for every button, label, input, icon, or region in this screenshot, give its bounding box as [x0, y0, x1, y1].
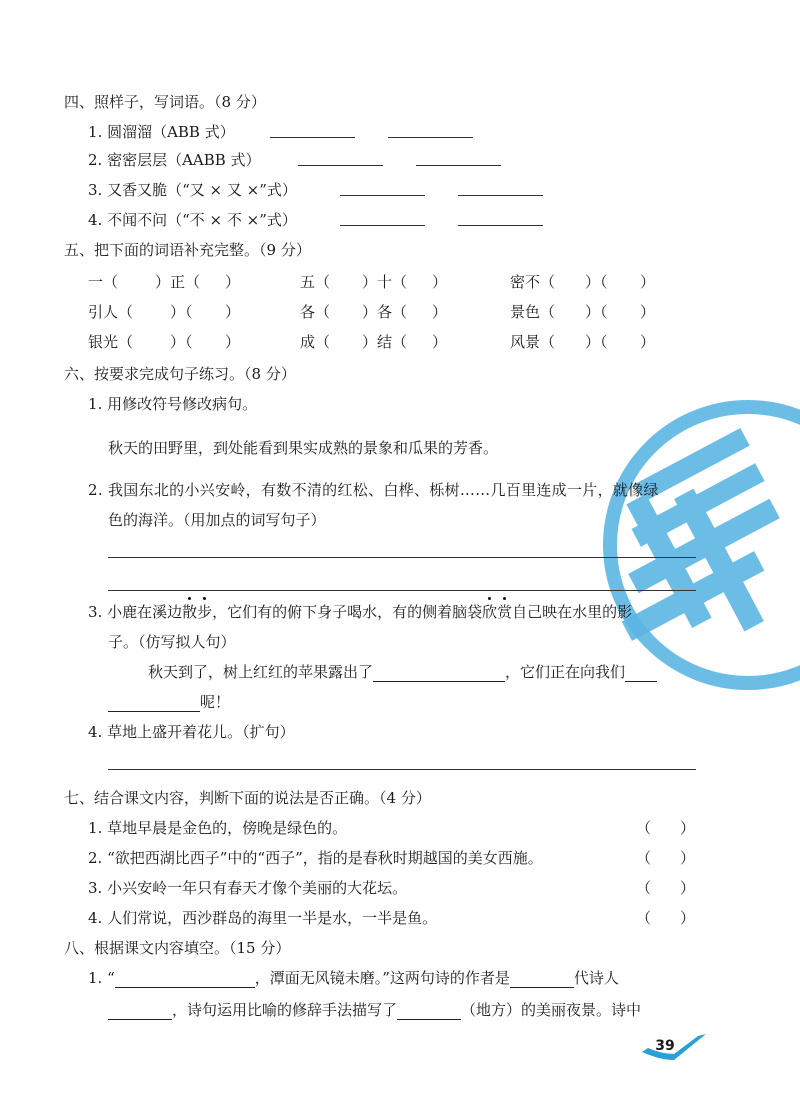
section6-q4-prompt: 4. 草地上盛开着花儿。（扩句） — [88, 723, 295, 741]
idiom-3-1-b[interactable]: ）（ — [170, 333, 193, 351]
section4-item-4: 4. 不闻不问（“不 × 不 ×”式） — [88, 211, 297, 229]
section7-title: 七、结合课文内容，判断下面的说法是否正确。（4 分） — [64, 789, 431, 807]
idiom-2-1-b[interactable]: ）（ — [170, 303, 193, 321]
section4-blank-4a[interactable] — [340, 225, 425, 226]
section4-blank-4b[interactable] — [458, 225, 543, 226]
q8-text-e: （地方）的美丽夜景。诗中 — [461, 1001, 642, 1019]
section6-q3-example — [148, 662, 657, 682]
section8-title: 八、根据课文内容填空。（15 分） — [64, 939, 291, 957]
idiom-1-3-c[interactable]: ） — [640, 273, 656, 291]
section4-blank-1a[interactable] — [270, 137, 355, 138]
section7-item-2: 2. “欲把西湖比西子”中的“西子”，指的是春秋时期越国的美女西施。 — [88, 849, 543, 867]
section4-blank-3a[interactable] — [340, 195, 425, 196]
section6-q3-example-line2 — [108, 692, 230, 712]
judge-paren-4-close[interactable]: ） — [680, 909, 696, 927]
section7-item-3: 3. 小兴安岭一年只有春天才像个美丽的大花坛。 — [88, 879, 408, 897]
judge-paren-4-open[interactable]: （ — [636, 909, 652, 927]
q3-text-b: ，它们有的俯下身子喝水，有的侧着脑袋 — [212, 603, 483, 621]
q3-example-blank-2b[interactable] — [108, 695, 200, 712]
q3-example-text-a: 秋天到了，树上红红的苹果露出了 — [148, 663, 374, 681]
idiom-1-3-b[interactable]: ）（ — [585, 273, 608, 291]
section5-title: 五、把下面的词语补充完整。（9 分） — [64, 241, 311, 259]
idiom-1-3-a: 密不（ — [510, 273, 556, 291]
idiom-1-2-b[interactable]: ）十（ — [362, 273, 408, 291]
q3-dot-char-4: 赏 — [497, 603, 513, 621]
section8-q1-line1 — [88, 968, 619, 988]
section4-blank-3b[interactable] — [458, 195, 543, 196]
q3-example-text-b: ，它们正在向我们 — [505, 663, 626, 681]
section4-item-2: 2. 密密层层（AABB 式） — [88, 151, 261, 169]
idiom-3-2-b[interactable]: ）结（ — [362, 333, 408, 351]
page-number: 39 — [655, 1038, 675, 1054]
idiom-2-2-a: 各（ — [300, 303, 331, 321]
idiom-2-3-a: 景色（ — [510, 303, 556, 321]
q3-example-blank-1[interactable] — [373, 665, 505, 682]
section6-title: 六、按要求完成句子练习。（8 分） — [64, 365, 296, 383]
idiom-1-2-a: 五（ — [300, 273, 331, 291]
idiom-3-2-a: 成（ — [300, 333, 331, 351]
section6-q3-line2: 子。（仿写拟人句） — [108, 633, 236, 651]
q3-dot-char-1: 散 — [182, 603, 198, 621]
section4-title: 四、照样子，写词语。（8 分） — [64, 93, 266, 111]
q3-text-a: 3. 小鹿在溪边 — [88, 603, 183, 621]
q8-text-c: 代诗人 — [573, 969, 619, 987]
idiom-2-1-a: 引人（ — [88, 303, 134, 321]
q8-blank-poem-line[interactable] — [115, 971, 255, 988]
idiom-2-2-b[interactable]: ）各（ — [362, 303, 408, 321]
q8-text-a: 1. “ — [88, 969, 115, 987]
section7-item-1: 1. 草地早晨是金色的，傍晚是绿色的。 — [88, 819, 348, 837]
q8-text-d: ，诗句运用比喻的修辞手法描写了 — [172, 1001, 398, 1019]
q3-dot-char-2: 步 — [197, 603, 213, 621]
section4-blank-1b[interactable] — [388, 137, 473, 138]
q3-example-blank-2a[interactable] — [625, 665, 657, 682]
section6-q1-sentence[interactable]: 秋天的田野里，到处能看到果实成熟的景象和瓜果的芳香。 — [108, 439, 499, 457]
idiom-2-3-b[interactable]: ）（ — [585, 303, 608, 321]
section6-q2-answer-line-2[interactable] — [108, 590, 696, 591]
q8-blank-dynasty[interactable] — [510, 971, 574, 988]
idiom-3-3-c[interactable]: ） — [640, 333, 656, 351]
q3-example-end: 呢！ — [200, 693, 231, 711]
q8-blank-poet[interactable] — [108, 1003, 172, 1020]
idiom-3-2-c[interactable]: ） — [432, 333, 448, 351]
q8-text-b: ，潭面无风镜未磨。”这两句诗的作者是 — [254, 969, 510, 987]
section4-item-3: 3. 又香又脆（“又 × 又 ×”式） — [88, 181, 297, 199]
judge-paren-3-open[interactable]: （ — [636, 879, 652, 897]
idiom-3-1-a: 银光（ — [88, 333, 134, 351]
idiom-2-1-c[interactable]: ） — [225, 303, 241, 321]
idiom-1-1-c[interactable]: ） — [225, 273, 241, 291]
section6-q2-line2: 色的海洋。（用加点的词写句子） — [108, 511, 326, 529]
judge-paren-1-close[interactable]: ） — [680, 819, 696, 837]
idiom-3-1-c[interactable]: ） — [225, 333, 241, 351]
section4-blank-2b[interactable] — [416, 165, 501, 166]
idiom-1-2-c[interactable]: ） — [432, 273, 448, 291]
judge-paren-2-close[interactable]: ） — [680, 849, 696, 867]
section8-q1-line2 — [108, 1000, 641, 1020]
q8-blank-place[interactable] — [397, 1003, 461, 1020]
section6-q4-answer-line[interactable] — [108, 769, 696, 770]
section6-q3-line1 — [88, 602, 632, 622]
idiom-3-3-b[interactable]: ）（ — [585, 333, 608, 351]
watermark-stamp-icon — [598, 395, 800, 695]
section4-item-1: 1. 圆溜溜（ABB 式） — [88, 123, 235, 141]
section7-item-4: 4. 人们常说，西沙群岛的海里一半是水，一半是鱼。 — [88, 909, 438, 927]
section6-q1-prompt: 1. 用修改符号修改病句。 — [88, 395, 258, 413]
section4-blank-2a[interactable] — [298, 165, 383, 166]
idiom-2-2-c[interactable]: ） — [432, 303, 448, 321]
q3-text-c: 自己映在水里的影 — [512, 603, 633, 621]
idiom-1-1-b[interactable]: ）正（ — [155, 273, 201, 291]
q3-dot-char-3: 欣 — [482, 603, 498, 621]
judge-paren-3-close[interactable]: ） — [680, 879, 696, 897]
idiom-3-3-a: 风景（ — [510, 333, 556, 351]
section6-q2-answer-line-1[interactable] — [108, 557, 696, 558]
idiom-1-1-a: 一（ — [88, 273, 119, 291]
idiom-2-3-c[interactable]: ） — [640, 303, 656, 321]
judge-paren-1-open[interactable]: （ — [636, 819, 652, 837]
judge-paren-2-open[interactable]: （ — [636, 849, 652, 867]
section6-q2-line1: 2. 我国东北的小兴安岭，有数不清的红松、白桦、栎树……几百里连成一片，就像绿 — [88, 481, 659, 499]
